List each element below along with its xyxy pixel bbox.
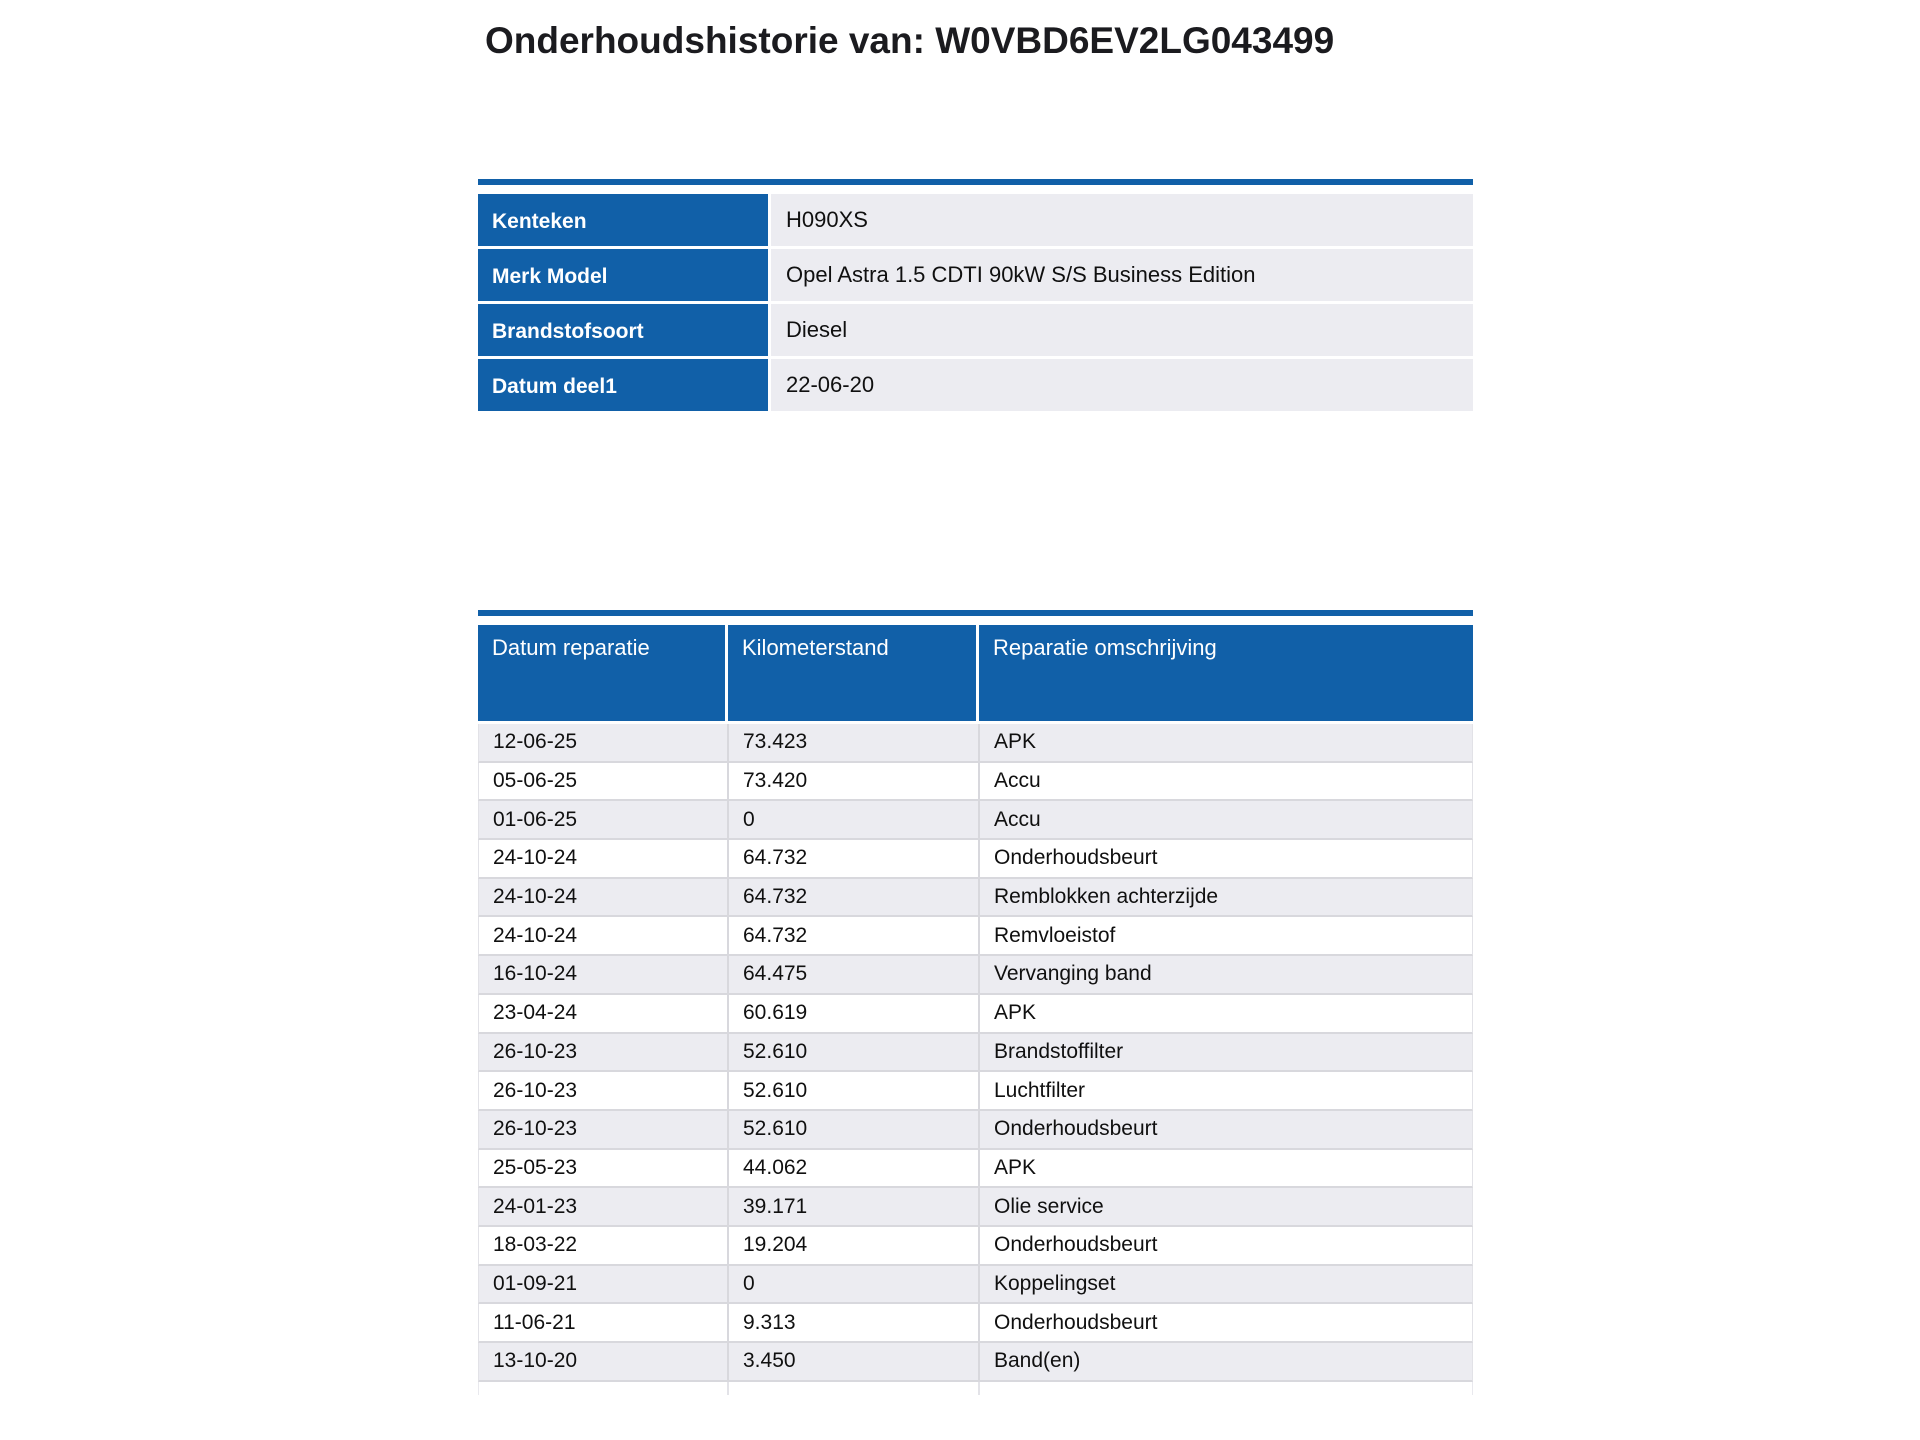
- cutoff-cell: [729, 1382, 980, 1395]
- date-cell: 25-05-23: [479, 1150, 729, 1187]
- description-cell: Olie service: [994, 1194, 1104, 1218]
- description-cell: Koppelingset: [994, 1271, 1116, 1295]
- date-cell: 24-10-24: [479, 840, 729, 877]
- date-cell: 24-10-24: [479, 879, 729, 916]
- history-row: [478, 917, 1473, 956]
- description-cell: Remblokken achterzijde: [994, 885, 1219, 909]
- date-cell: 18-03-22: [479, 1227, 729, 1264]
- info-value-cell: H090XS: [771, 194, 1473, 246]
- cutoff-cell: [479, 1382, 729, 1395]
- history-row: [478, 1266, 1473, 1305]
- info-label-cell: Merk Model: [478, 249, 771, 301]
- description-cell: Onderhoudsbeurt: [994, 1233, 1158, 1257]
- vehicle-info-row: [478, 359, 1473, 411]
- cutoff-cell: [980, 1382, 1472, 1395]
- km-cell: 64.732: [729, 840, 980, 877]
- description-cell: APK: [994, 1001, 1037, 1025]
- history-row: [478, 956, 1473, 995]
- description-cell: Band(en): [994, 1349, 1081, 1373]
- km-cell: 52.610: [729, 1111, 980, 1148]
- description-cell: Onderhoudsbeurt: [994, 1310, 1158, 1334]
- history-rows: [478, 724, 1473, 1382]
- description-cell: Accu: [994, 769, 1041, 793]
- description-cell: Remvloeistof: [994, 923, 1116, 947]
- table-top-border: [478, 179, 1473, 185]
- column-header-kilometerstand: [728, 625, 979, 721]
- km-cell: 39.171: [729, 1188, 980, 1225]
- km-cell: 44.062: [729, 1150, 980, 1187]
- history-row: [478, 1227, 1473, 1266]
- history-table: [478, 610, 1473, 1395]
- date-cell: 23-04-24: [479, 995, 729, 1032]
- date-cell: 12-06-25: [479, 724, 729, 761]
- page-title: Onderhoudshistorie van: W0VBD6EV2LG043499: [485, 20, 1335, 61]
- km-cell: 52.610: [729, 1072, 980, 1109]
- date-cell: 16-10-24: [479, 956, 729, 993]
- vehicle-info-row: [478, 304, 1473, 356]
- history-row: [478, 1150, 1473, 1189]
- description-cell: Luchtfilter: [994, 1078, 1086, 1102]
- date-cell: 13-10-20: [479, 1343, 729, 1380]
- km-cell: 64.475: [729, 956, 980, 993]
- table-cutoff-row: [478, 1382, 1473, 1395]
- description-cell: APK: [994, 1155, 1037, 1179]
- history-row: [478, 763, 1473, 802]
- column-header-datum-reparatie: [478, 625, 728, 721]
- date-cell: 01-06-25: [479, 801, 729, 838]
- history-row: [478, 1188, 1473, 1227]
- column-header-label: Datum reparatie: [492, 635, 650, 660]
- history-row: [478, 1072, 1473, 1111]
- info-label-cell: Kenteken: [478, 194, 771, 246]
- info-label-cell: Brandstofsoort: [478, 304, 771, 356]
- history-row: [478, 1343, 1473, 1382]
- description-cell: Brandstoffilter: [994, 1039, 1124, 1063]
- info-label-cell: Datum deel1: [478, 359, 771, 411]
- date-cell: 26-10-23: [479, 1034, 729, 1071]
- history-row: [478, 1034, 1473, 1073]
- date-cell: 24-10-24: [479, 917, 729, 954]
- info-value-cell: Opel Astra 1.5 CDTI 90kW S/S Business Edition: [771, 249, 1473, 301]
- date-cell: 26-10-23: [479, 1072, 729, 1109]
- km-cell: 73.420: [729, 763, 980, 800]
- description-cell: Onderhoudsbeurt: [994, 1117, 1158, 1141]
- vehicle-info-rows: [478, 194, 1473, 411]
- vehicle-info-row: [478, 249, 1473, 301]
- date-cell: 01-09-21: [479, 1266, 729, 1303]
- column-header-label: Reparatie omschrijving: [993, 635, 1217, 660]
- km-cell: 3.450: [729, 1343, 980, 1380]
- km-cell: 19.204: [729, 1227, 980, 1264]
- date-cell: 24-01-23: [479, 1188, 729, 1225]
- km-cell: 0: [729, 1266, 980, 1303]
- history-row: [478, 1111, 1473, 1150]
- description-cell: Onderhoudsbeurt: [994, 846, 1158, 870]
- description-cell: Accu: [994, 807, 1041, 831]
- column-header-reparatie-omschrijving: [979, 625, 1473, 721]
- vehicle-info-table: [478, 179, 1473, 414]
- km-cell: 64.732: [729, 917, 980, 954]
- km-cell: 0: [729, 801, 980, 838]
- description-cell: Vervanging band: [994, 962, 1152, 986]
- km-cell: 64.732: [729, 879, 980, 916]
- history-row: [478, 1304, 1473, 1343]
- history-row: [478, 840, 1473, 879]
- history-row: [478, 801, 1473, 840]
- column-header-label: Kilometerstand: [742, 635, 889, 660]
- vehicle-info-row: [478, 194, 1473, 246]
- history-row: [478, 879, 1473, 918]
- km-cell: 52.610: [729, 1034, 980, 1071]
- info-value-cell: Diesel: [771, 304, 1473, 356]
- description-cell: APK: [994, 730, 1037, 754]
- date-cell: 05-06-25: [479, 763, 729, 800]
- table-top-border: [478, 610, 1473, 616]
- km-cell: 60.619: [729, 995, 980, 1032]
- history-header-row: [478, 625, 1473, 721]
- km-cell: 9.313: [729, 1304, 980, 1341]
- date-cell: 26-10-23: [479, 1111, 729, 1148]
- km-cell: 73.423: [729, 724, 980, 761]
- info-value-cell: 22-06-20: [771, 359, 1473, 411]
- date-cell: 11-06-21: [479, 1304, 729, 1341]
- history-row: [478, 724, 1473, 763]
- history-row: [478, 995, 1473, 1034]
